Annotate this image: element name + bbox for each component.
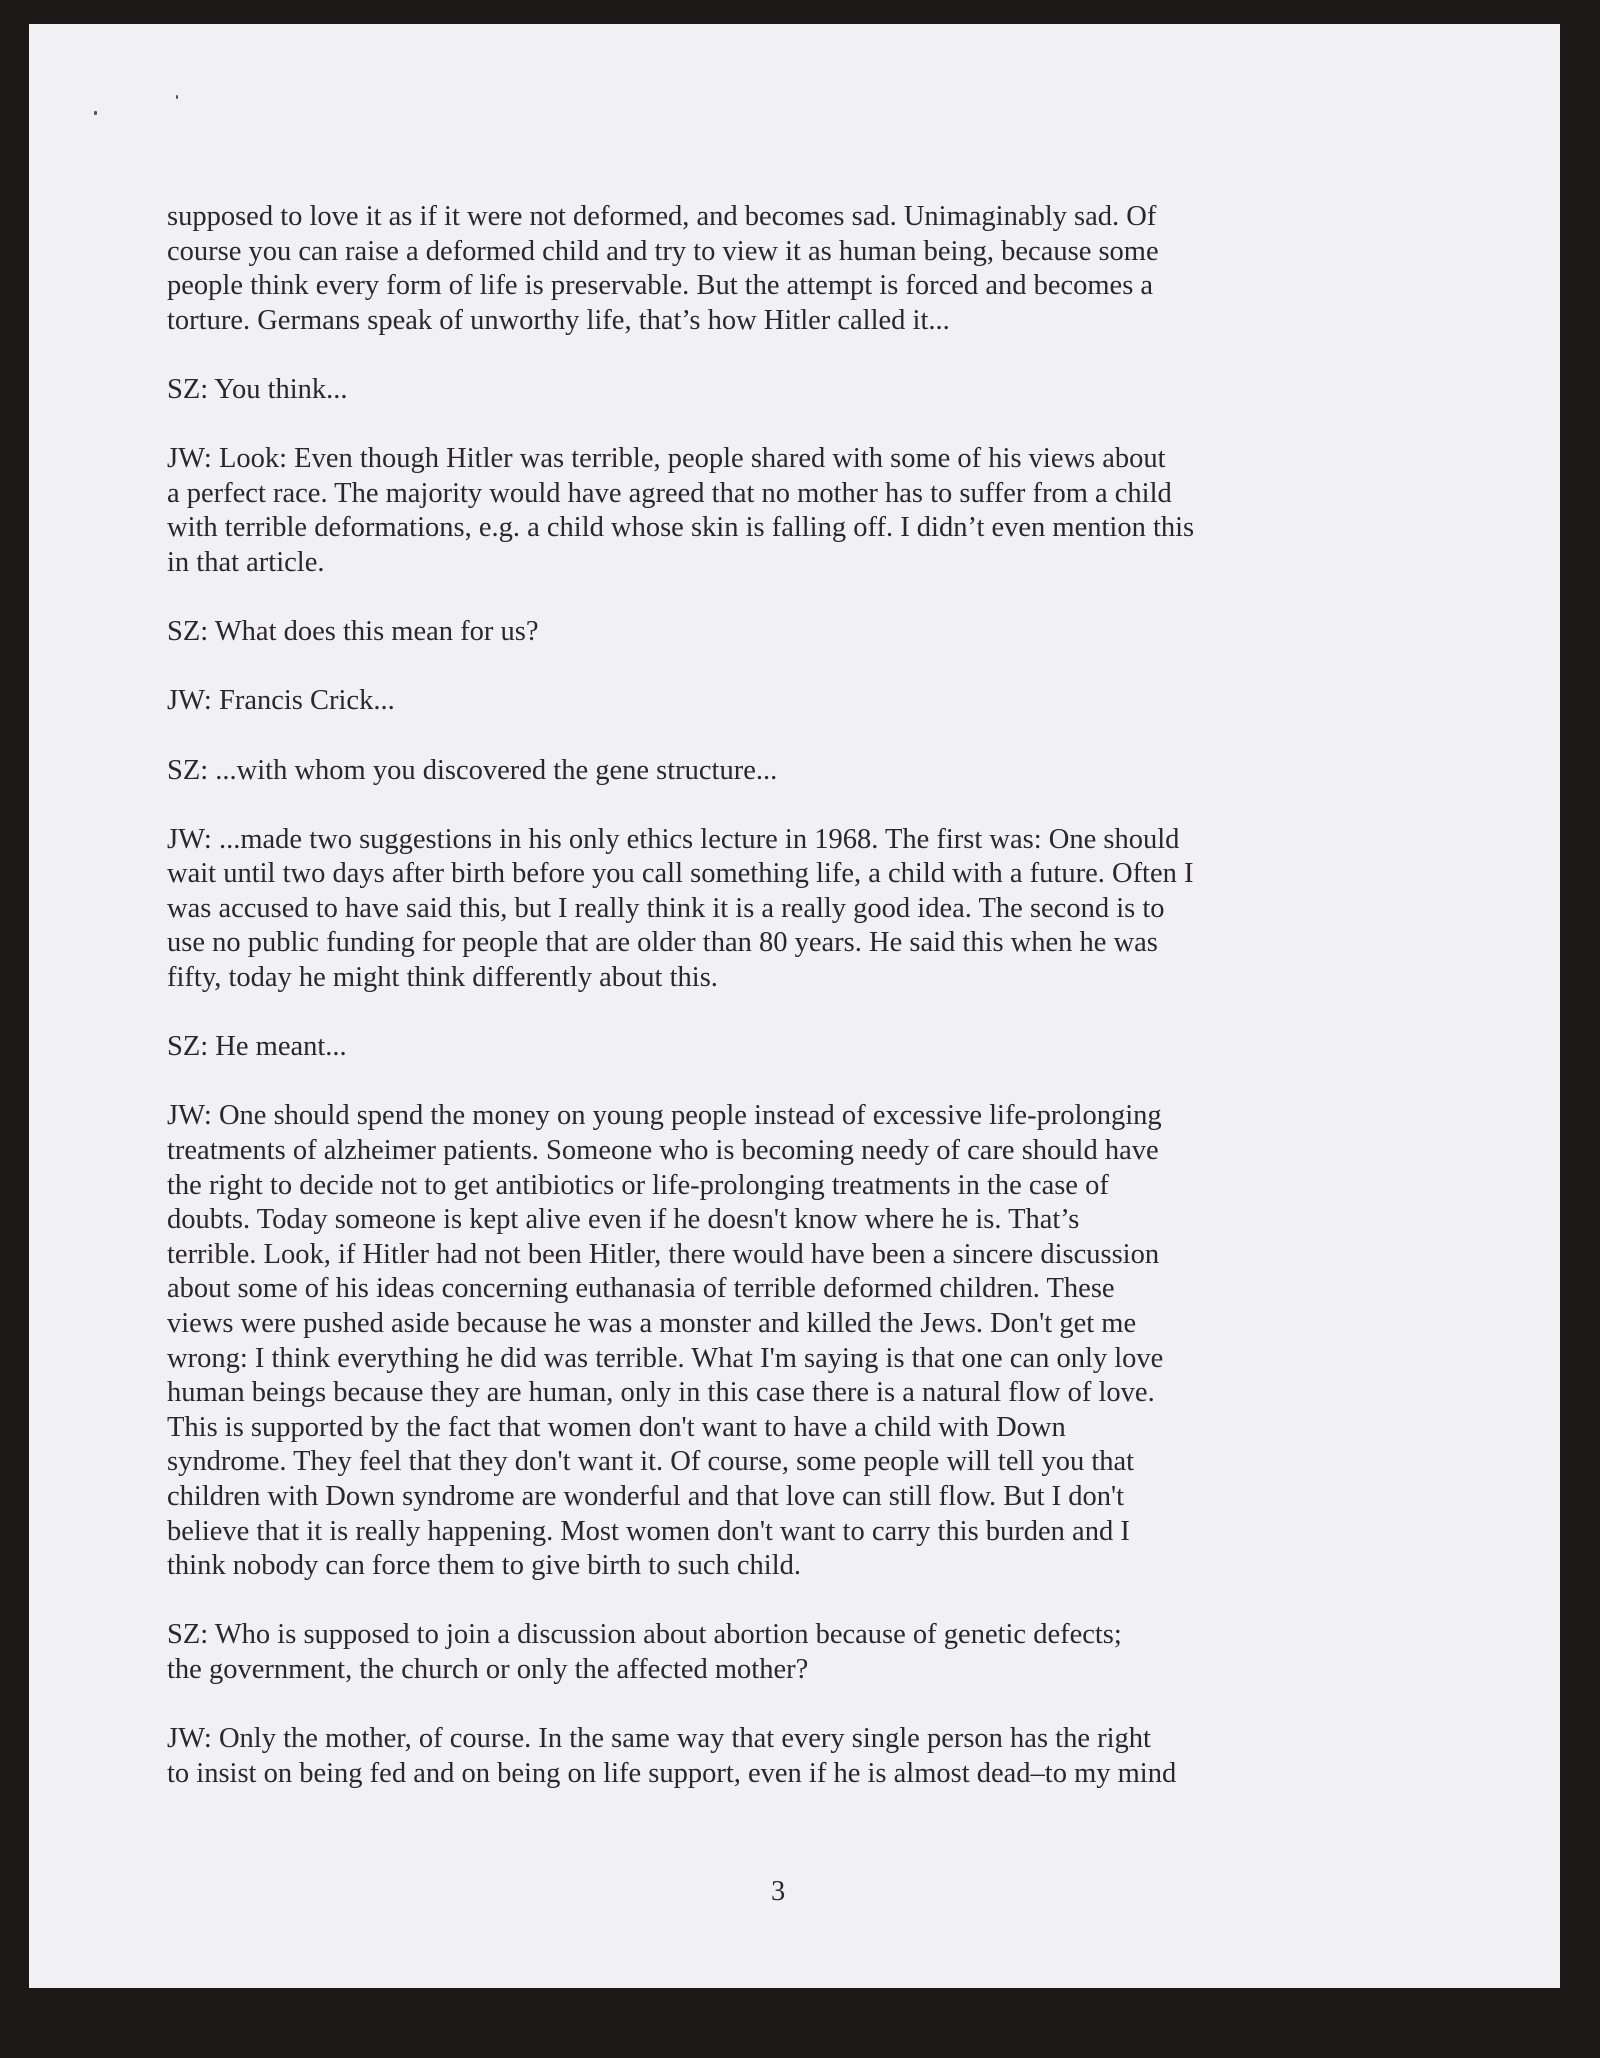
paper-speck — [176, 95, 178, 99]
text-line: torture. Germans speak of unworthy life, that’s how Hitler called it... — [167, 304, 950, 336]
paragraph — [167, 1722, 1287, 1791]
text-line: JW: Only the mother, of course. In the same way that every single person has the right — [167, 1723, 1151, 1755]
document-body — [167, 200, 1287, 1826]
text-line: people think every form of life is preservable. But the attempt is forced and becomes a — [167, 270, 1154, 302]
text-line: treatments of alzheimer patients. Someone who is becoming needy of care should have — [167, 1135, 1159, 1167]
text-line: the right to decide not to get antibiotics or life-prolonging treatments in the case of — [167, 1169, 1109, 1201]
text-line: was accused to have said this, but I really think it is a really good idea. The second is to — [167, 892, 1165, 924]
text-line: JW: Francis Crick... — [167, 685, 395, 717]
text-line: wrong: I think everything he did was terrible. What I'm saying is that one can only love — [167, 1342, 1164, 1374]
text-line: This is supported by the fact that women don't want to have a child with Down — [167, 1411, 1066, 1443]
text-line: SZ: What does this mean for us? — [167, 616, 539, 648]
text-line: fifty, today he might think differently about this. — [167, 962, 718, 994]
text-line: wait until two days after birth before you call something life, a child with a future. Often I — [167, 858, 1194, 890]
text-line: the government, the church or only the affected mother? — [167, 1653, 809, 1685]
paper-speck — [94, 111, 97, 115]
text-line: syndrome. They feel that they don't want it. Of course, some people will tell you that — [167, 1446, 1135, 1478]
text-line: JW: Look: Even though Hitler was terrible, people shared with some of his views about — [167, 443, 1166, 475]
text-line: terrible. Look, if Hitler had not been Hitler, there would have been a sincere discussion — [167, 1238, 1160, 1270]
paragraph — [167, 442, 1287, 580]
paragraph — [167, 1618, 1287, 1687]
text-line: believe that it is really happening. Most women don't want to carry this burden and I — [167, 1515, 1130, 1547]
paragraph — [167, 823, 1287, 996]
text-line: JW: One should spend the money on young people instead of excessive life-prolonging — [167, 1100, 1162, 1132]
text-line: about some of his ideas concerning euthanasia of terrible deformed children. These — [167, 1273, 1115, 1305]
text-line: supposed to love it as if it were not deformed, and becomes sad. Unimaginably sad. Of — [167, 201, 1157, 232]
page-number: 3 — [771, 1876, 786, 1907]
text-line: SZ: He meant... — [167, 1031, 347, 1063]
paragraph — [167, 1030, 1287, 1065]
text-line: SZ: You think... — [167, 373, 348, 405]
text-line: views were pushed aside because he was a monster and killed the Jews. Don't get me — [167, 1308, 1137, 1339]
text-line: a perfect race. The majority would have agreed that no mother has to suffer from a child — [167, 477, 1172, 509]
paragraph — [167, 615, 1287, 650]
text-line: children with Down syndrome are wonderful and that love can still flow. But I don't — [167, 1480, 1125, 1512]
text-line: think nobody can force them to give birth to such child. — [167, 1550, 801, 1582]
text-line: SZ: ...with whom you discovered the gene structure... — [167, 754, 778, 786]
paragraph — [167, 684, 1287, 719]
text-line: use no public funding for people that are older than 80 years. He said this when he was — [167, 927, 1158, 959]
text-line: human beings because they are human, only in this case there is a natural flow of love. — [167, 1377, 1155, 1409]
text-line: doubts. Today someone is kept alive even if he doesn't know where he is. That’s — [167, 1204, 1080, 1236]
paragraph — [167, 754, 1287, 789]
paragraph — [167, 200, 1287, 338]
text-line: with terrible deformations, e.g. a child whose skin is falling off. I didn’t even mention this — [167, 512, 1195, 544]
paragraph — [167, 373, 1287, 408]
text-line: to insist on being fed and on being on life support, even if he is almost dead–to my mind — [167, 1757, 1177, 1789]
text-line: course you can raise a deformed child and try to view it as human being, because some — [167, 235, 1159, 267]
text-line: JW: ...made two suggestions in his only ethics lecture in 1968. The first was: One should — [167, 823, 1180, 855]
paragraph — [167, 1099, 1287, 1583]
text-line: in that article. — [167, 546, 325, 578]
text-line: SZ: Who is supposed to join a discussion about abortion because of genetic defects; — [167, 1619, 1122, 1651]
